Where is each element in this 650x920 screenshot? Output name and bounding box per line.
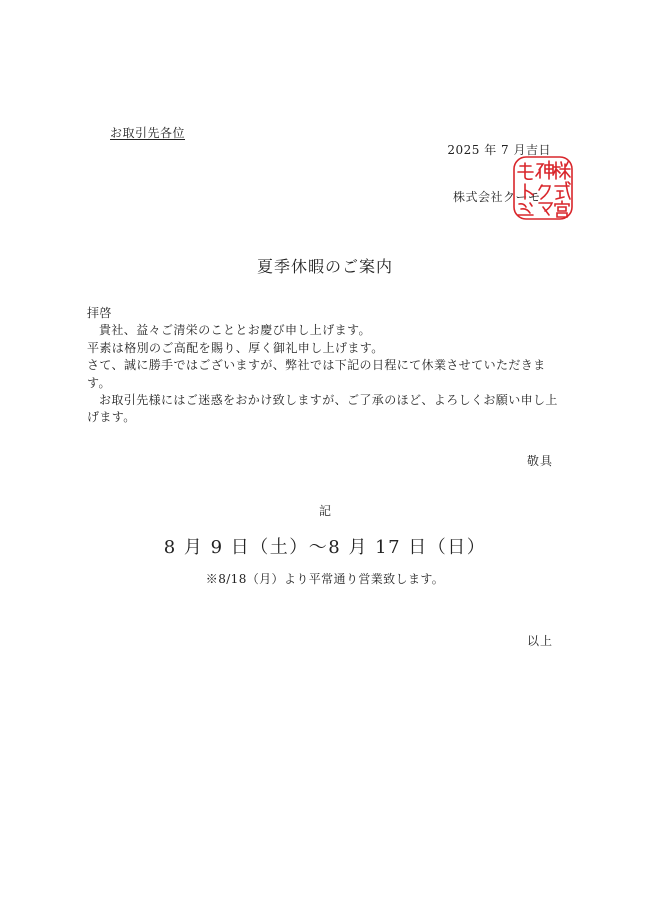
notes-heading: 記 — [318, 504, 331, 518]
closing-salutation: 敬具 — [526, 454, 553, 468]
letter-body — [87, 305, 565, 427]
end-mark: 以上 — [526, 634, 553, 648]
body-paragraph: 平素は格別のご高配を賜り、厚く御礼申し上げます。 — [87, 340, 384, 355]
body-paragraph: お取引先様にはご迷惑をおかけ致しますが、ご了承のほど、よろしくお願い申し上げます。 — [87, 393, 558, 425]
holiday-period: 8 月 9 日（土）～8 月 17 日（日） — [163, 537, 487, 558]
company-seal-stamp — [512, 155, 574, 221]
company-name: 株式会社クーモ — [453, 190, 541, 204]
document-title: 夏季休暇のご案内 — [256, 257, 393, 276]
body-paragraph: さて、誠に勝手ではございますが、弊社では下記の日程にて休業させていただきます。 — [87, 358, 546, 390]
resume-note: ※8/18（月）より平常通り営業致します。 — [205, 572, 445, 586]
recipient-line: お取引先各位 — [110, 126, 186, 140]
issue-date: 2025 年 7 月吉日 — [447, 143, 551, 157]
body-paragraph: 貴社、益々ご清栄のこととお慶び申し上げます。 — [99, 323, 371, 338]
opening-salutation: 拝啓 — [87, 306, 112, 320]
